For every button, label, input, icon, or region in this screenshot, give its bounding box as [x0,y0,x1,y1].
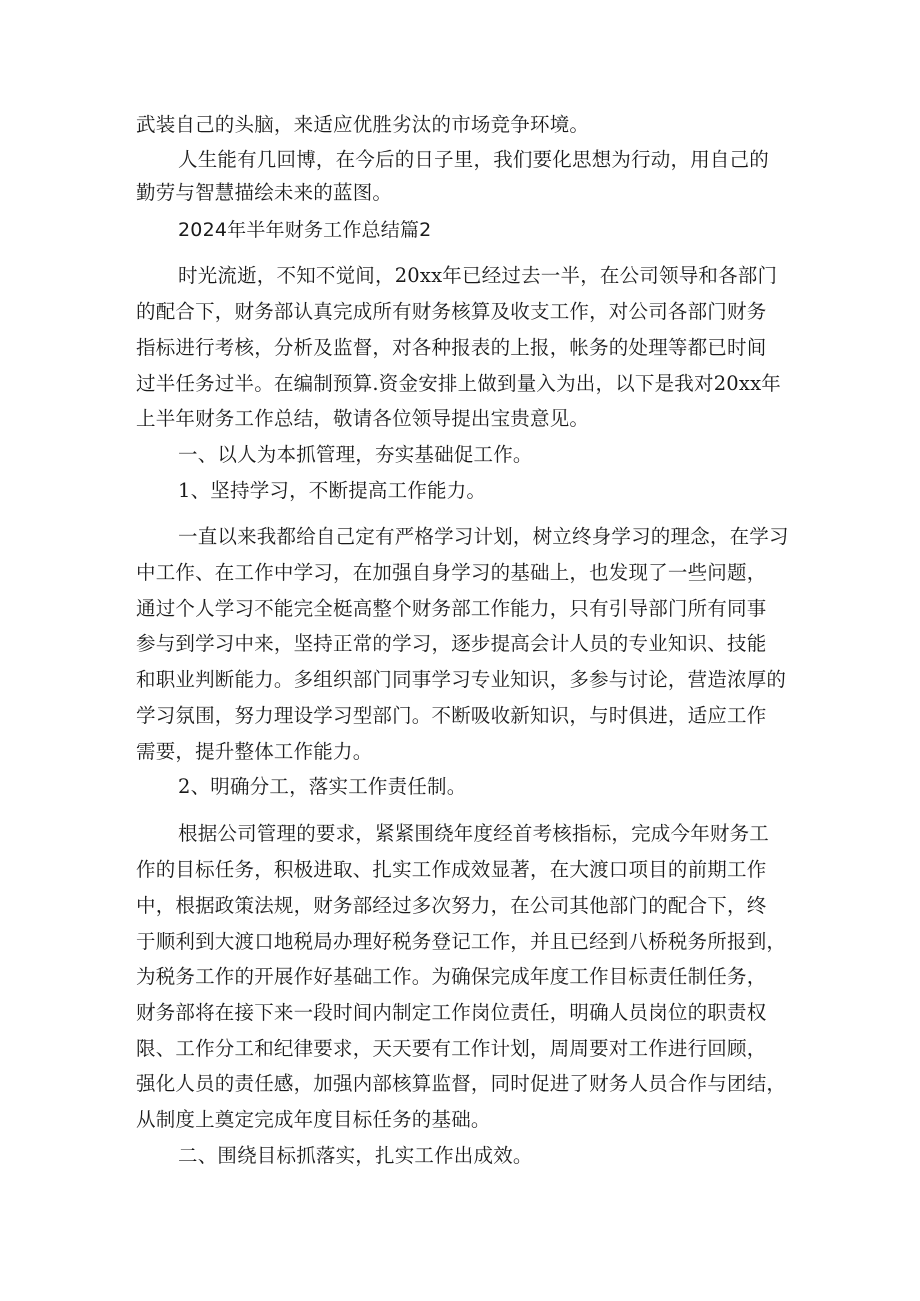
text-line: 为税务工作的开展作好基础工作。为确保完成年度工作目标责任制任务， [136,965,767,988]
heading-one: 一、以人为本抓管理，夯实基础促工作。 [178,443,533,466]
text-line: 从制度上奠定完成年度目标任务的基础。 [136,1108,491,1131]
text-line: 勤劳与智慧描绘未来的蓝图。 [136,181,393,204]
text-line: 限、工作分工和纪律要求，天天要有工作计划，周周要对工作进行回顾， [136,1037,767,1060]
text-line: 指标进行考核，分析及监督，对各种报表的上报，帐务的处理等都已时间 [136,336,767,359]
heading-two: 二、围绕目标抓落实，扎实工作出成效。 [178,1144,533,1167]
text-line: 作的目标任务，积极进取、扎实工作成效显著，在大渡口项目的前期工作 [136,858,767,881]
text-line: 于顺利到大渡口地税局办理好税务登记工作，并且已经到八桥税务所报到， [136,930,787,953]
text-line: 武装自己的头脑，来适应优胜劣汰的市场竞争环境。 [136,113,590,136]
text-line: 财务部将在接下来一段时间内制定工作岗位责任，明确人员岗位的职责权 [136,1001,767,1024]
text-line: 中，根据政策法规，财务部经过多次努力，在公司其他部门的配合下，终 [136,894,767,917]
text-line: 需要，提升整体工作能力。 [136,740,373,763]
text-line: 中工作、在工作中学习，在加强自身学习的基础上，也发现了一些问题， [136,561,767,584]
text-line: 时光流逝，不知不觉间，20xx年已经过去一半，在公司领导和各部门 [178,264,778,287]
text-line: 强化人员的责任感，加强内部核算监督，同时促进了财务人员合作与团结， [136,1072,787,1095]
text-line: 通过个人学习不能完全梃高整个财务部工作能力，只有引导部门所有同事 [136,597,767,620]
subheading-one: 1、坚持学习，不断提高工作能力。 [178,479,487,502]
text-line: 人生能有几回博，在今后的日子里，我们要化思想为行动，用自己的 [178,148,770,171]
text-line: 参与到学习中来，坚持正常的学习，逐步提高会计人员的专业知识、技能 [136,632,767,655]
text-line: 过半任务过半。在编制预算.资金安排上做到量入为出，以下是我对20xx年 [136,372,782,395]
text-line: 上半年财务工作总结，敬请各位领导提出宝贵意见。 [136,407,590,430]
subheading-two: 2、明确分工，落实工作责任制。 [178,775,467,798]
text-line: 学习氛围，努力理设学习型部门。不断吸收新知识，与时俱进，适应工作 [136,704,767,727]
text-line: 一直以来我都给自己定有严格学习计划，树立终身学习的理念，在学习 [178,525,789,548]
text-line: 根据公司管理的要求，紧紧围绕年度经首考核指标，完成今年财务工 [178,822,770,845]
section-title: 2024年半年财务工作总结篇2 [178,219,432,241]
text-line: 的配合下，财务部认真完成所有财务核算及收支工作，对公司各部门财务 [136,300,767,323]
text-line: 和职业判断能力。多组织部门同事学习专业知识，多参与讨论，营造浓厚的 [136,668,787,691]
